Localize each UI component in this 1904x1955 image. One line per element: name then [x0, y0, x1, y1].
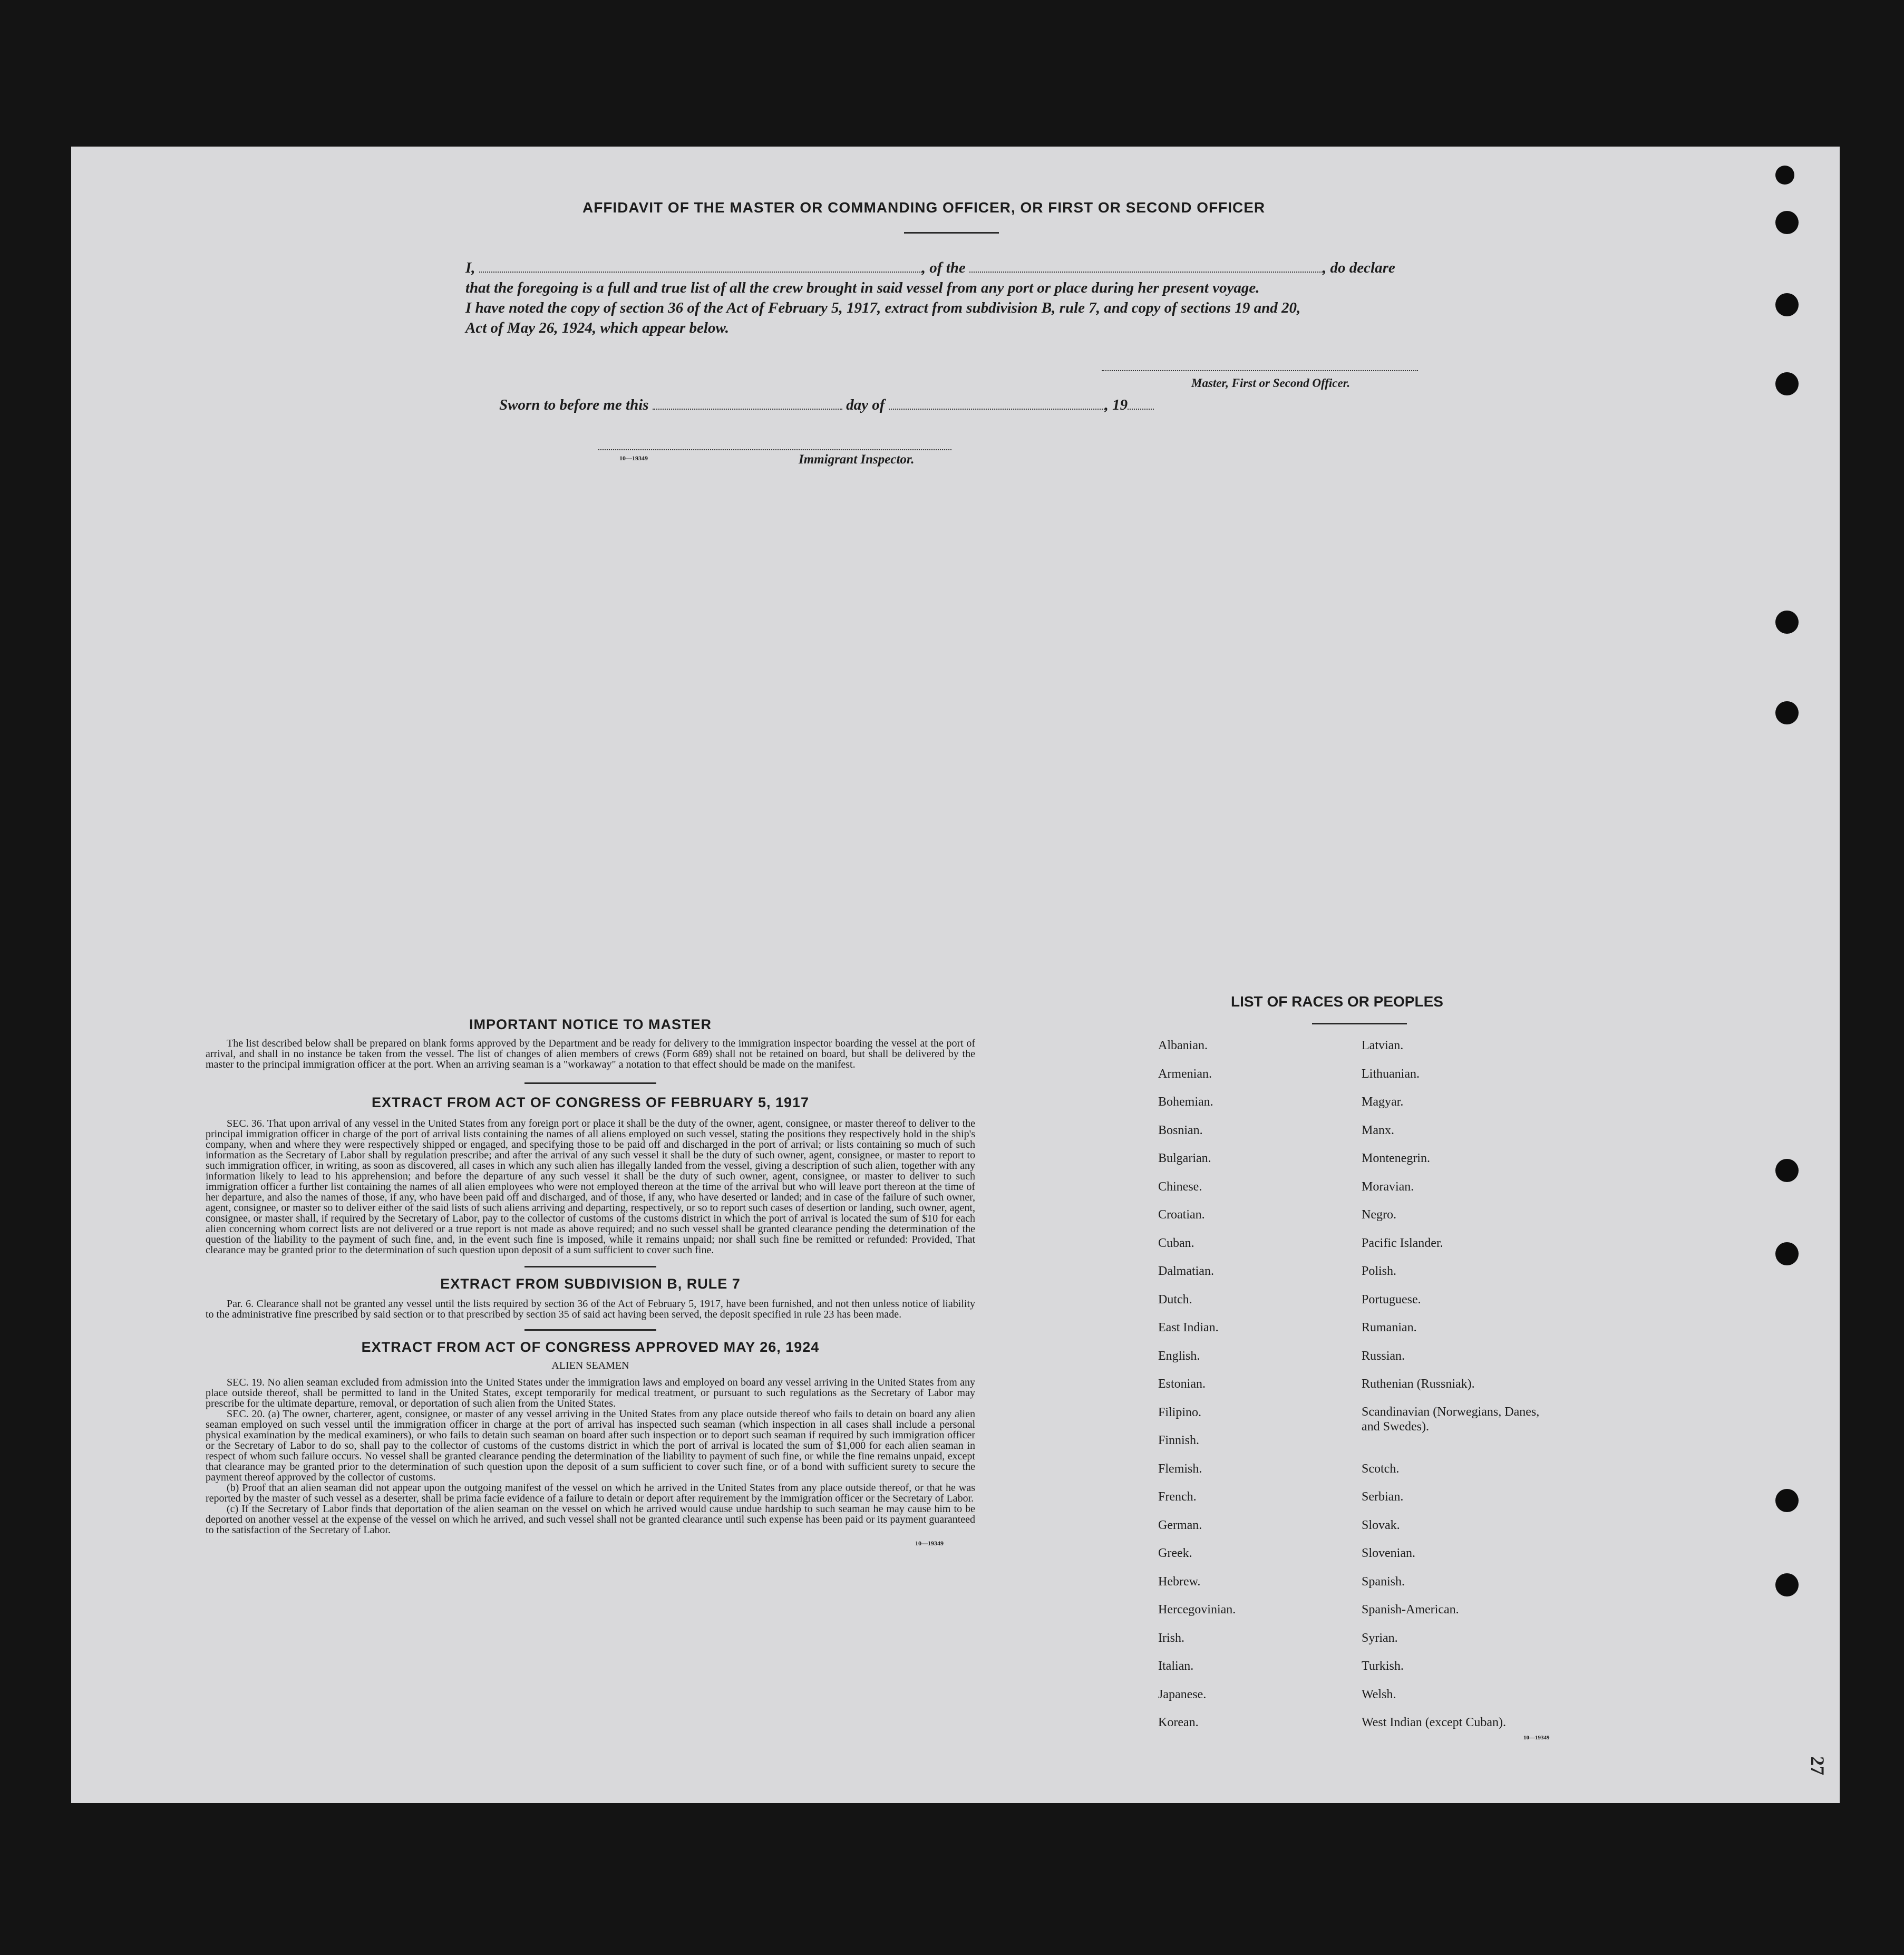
race-item: French.	[1158, 1490, 1197, 1504]
notice-title: IMPORTANT NOTICE TO MASTER	[469, 1017, 712, 1032]
extract-1924-title: EXTRACT FROM ACT OF CONGRESS APPROVED MAY 26, 1924	[361, 1339, 820, 1355]
race-item: Dalmatian.	[1158, 1264, 1214, 1278]
extract-1917-text: SEC. 36. That upon arrival of any vessel in the United States from any foreign port or place it shall be the duty of the owner, agent, consignee, or master thereof to deliver to the principal immigration officer in charge of the port of arrival lists containing the names of all aliens employed on such vessel, stating the positions they respectively hold in the ship's company, when and where they were respectively shipped or engaged, and specifying those to be paid off and discharged in the port of arrival; or lists containing so much of such information as the Secretary of Labor shall by regulation prescribe; and after the arrival of any such vessel it shall be the duty of such owner, agent, consignee, or master to report to such immigration officer, in writing, as soon as discovered, all cases in which any such alien has illegally landed from the vessel, giving a description of such alien, together with any information likely to lead to his apprehension; and before the departure of any such vessel it shall be the duty of such owner, agent, consignee, or master to deliver to such immigration officer a further list containing the names of all alien employees who were not employed thereon at the time of the arrival but who will leave port thereon at the time of her departure, and also the names of those, if any, who have been paid off and discharged, and of those, if any, who have deserted or landed; and in case of the failure of such owner, agent, consignee, or master so to deliver either of the said lists of such aliens arriving and departing, respectively, or so to report such cases of desertion or landing, such owner, agent, consignee, or master shall, if required by the Secretary of Labor, pay to the collector of customs of the customs district in which the port of arrival is located the sum of $10 for each alien concerning whom correct lists are not delivered or a true report is not made as above required; and no such vessel shall be granted clearance pending the determination of the question of the liability to the payment of such fine, and, in the event such fine is imposed, while it remains unpaid; nor shall such fine be remitted or refunded: Provided, That clearance may be granted prior to the determination of such question upon deposit of a sum sufficient to cover such fine.	[206, 1118, 975, 1256]
race-item: Montenegrin.	[1362, 1151, 1430, 1165]
affidavit-of-the: , of the	[921, 259, 966, 276]
race-item: Korean.	[1158, 1716, 1199, 1729]
page-number: 27	[1807, 1756, 1828, 1775]
race-item: Flemish.	[1158, 1462, 1202, 1476]
race-item: Latvian.	[1362, 1039, 1404, 1052]
divider	[524, 1082, 656, 1084]
officer-signature-line	[1102, 370, 1418, 371]
race-item: Syrian.	[1362, 1631, 1398, 1645]
affidavit-line-2: that the foregoing is a full and true list of all the crew brought in said vessel from any port or place during her present voyage.	[465, 279, 1260, 296]
notice-text: The list described below shall be prepared on blank forms approved by the Department and be ready for delivery to the immigration inspector boarding the vessel at the port of arrival, and shall in no instance be taken from the vessel. The list of changes of alien members of crews (Form 689) shall not be retained on board, but shall be delivered by the master to the principal immigration officer at the port. When an arriving seaman is a "workaway" a notation to that effect should be made on the manifest.	[206, 1038, 975, 1070]
punch-hole	[1775, 1159, 1799, 1182]
alien-seamen-subtitle: ALIEN SEAMEN	[551, 1360, 629, 1371]
affidavit-i: I,	[465, 259, 475, 276]
race-item: Ruthenian (Russniak).	[1362, 1377, 1475, 1391]
month-blank	[889, 399, 1105, 410]
race-item: Spanish-American.	[1362, 1603, 1459, 1617]
punch-hole	[1775, 701, 1799, 724]
race-item: Japanese.	[1158, 1687, 1207, 1701]
race-item: Finnish.	[1158, 1434, 1200, 1447]
punch-hole	[1775, 372, 1799, 395]
sec19-text: SEC. 19. No alien seaman excluded from admission into the United States under the immigration laws and employed on board any vessel arriving in the United States from any place outside thereof, shall be permitted to land in the United States, except temporarily for medical treatment, or pursuant to such regulations as the Secretary of Labor may prescribe for the ultimate departure, removal, or deportation of such alien from the United States.	[206, 1377, 975, 1409]
race-item: Croatian.	[1158, 1208, 1205, 1222]
race-item: Greek.	[1158, 1546, 1192, 1560]
punch-hole	[1775, 293, 1799, 316]
race-item: Estonian.	[1158, 1377, 1206, 1391]
race-item: Armenian.	[1158, 1067, 1212, 1081]
sec20c-text: (c) If the Secretary of Labor finds that deportation of the alien seaman on the vessel on which he arrived would cause undue hardship to such seaman he may cause him to be deported on another vessel at the expense of the vessel on which he arrived, and such vessel shall not be granted clearance until such expense has been paid or its payment guaranteed to the satisfaction of the Secretary of Labor.	[206, 1503, 975, 1536]
affidavit-line-4: Act of May 26, 1924, which appear below.	[465, 320, 729, 336]
race-item: Albanian.	[1158, 1039, 1208, 1052]
sec20a-text: SEC. 20. (a) The owner, charterer, agent, consignee, or master of any vessel arriving in the United States from any place outside thereof who fails to detain on board any alien seaman employed on such vessel until the immigration officer in charge at the port of arrival has inspected such seaman (which inspection in all cases shall include a personal physical examination by the medical examiners), or who fails to detain such seaman on board after such inspection or to deport such seaman if required by such immigration officer or the Secretary of Labor to do so, shall pay to the collector of customs of the customs district in which the port of arrival is located the sum of $1,000 for each alien seaman in respect of whom such failure occurs. No vessel shall be granted clearance pending the determination of the liability to payment of such fine, or while the fine remains unpaid, except that clearance may be granted prior to the determination of such question upon the deposit of a sum sufficient to cover such fine, or of a bond with sufficient surety to secure the payment thereof approved by the collector of customs.	[206, 1408, 975, 1483]
race-item: Manx.	[1362, 1123, 1394, 1137]
race-item: Rumanian.	[1362, 1321, 1417, 1334]
race-item: Dutch.	[1158, 1292, 1192, 1306]
race-item: West Indian (except Cuban).	[1362, 1716, 1506, 1729]
race-item: Filipino.	[1158, 1405, 1202, 1419]
punch-hole	[1775, 1242, 1799, 1265]
race-item: Slovenian.	[1362, 1546, 1415, 1560]
punch-hole	[1775, 611, 1799, 634]
race-item: Welsh.	[1362, 1687, 1396, 1701]
form-number: 10—19349	[1523, 1735, 1550, 1741]
officer-label: Master, First or Second Officer.	[1191, 376, 1351, 390]
races-title: LIST OF RACES OR PEOPLES	[1231, 993, 1443, 1010]
race-item: Cuban.	[1158, 1236, 1194, 1250]
sec20b-text: (b) Proof that an alien seaman did not appear upon the outgoing manifest of the vessel on which he arrived in the United States from any place outside thereof, or that he was reported by the master of such vessel as a deserter, shall be prima facie evidence of a failure to detain or deport after requirement by the immigration officer or the Secretary of Labor.	[206, 1482, 975, 1504]
sworn-line	[499, 396, 1154, 414]
races-column-2	[1362, 1038, 1604, 1743]
manifest-page	[71, 147, 1840, 1803]
inspector-signature-line	[598, 449, 951, 450]
form-number: 10—19349	[619, 454, 648, 462]
race-item: Scotch.	[1362, 1462, 1400, 1476]
race-item: Pacific Islander.	[1362, 1236, 1443, 1250]
race-item: Serbian.	[1362, 1490, 1404, 1504]
sworn-label: Sworn to before me this	[499, 396, 649, 413]
affidavit-line-1	[465, 259, 1514, 277]
legal-column	[206, 1017, 975, 1547]
affidavit-line-3: I have noted the copy of section 36 of the Act of February 5, 1917, extract from subdivision B, rule 7, and copy of sections 19 and 20,	[465, 299, 1301, 316]
race-item: Scandinavian (Norwegians, Danes, and Swedes).	[1362, 1405, 1540, 1434]
race-item: Slovak.	[1362, 1518, 1400, 1532]
race-item: Hebrew.	[1158, 1574, 1201, 1589]
inspector-label: Immigrant Inspector.	[799, 452, 915, 467]
divider	[904, 232, 999, 234]
race-item: Italian.	[1158, 1659, 1194, 1673]
year-label: , 19	[1104, 396, 1128, 413]
race-item: German.	[1158, 1518, 1202, 1532]
race-item: Chinese.	[1158, 1179, 1202, 1194]
affidavit-do-declare: , do declare	[1323, 259, 1395, 276]
punch-hole	[1775, 211, 1799, 234]
race-item: Polish.	[1362, 1264, 1397, 1278]
race-item: East Indian.	[1158, 1321, 1219, 1334]
vessel-blank	[969, 262, 1323, 273]
race-item: Hercegovinian.	[1158, 1603, 1236, 1617]
name-blank	[479, 262, 922, 273]
race-item: Negro.	[1362, 1208, 1396, 1222]
divider	[524, 1266, 656, 1267]
race-item: Turkish.	[1362, 1659, 1404, 1673]
race-item: Bosnian.	[1158, 1123, 1203, 1137]
race-item: Lithuanian.	[1362, 1067, 1420, 1081]
race-item: Moravian.	[1362, 1179, 1414, 1194]
year-blank	[1128, 399, 1154, 410]
race-item: Irish.	[1158, 1631, 1184, 1645]
rule7-text: Par. 6. Clearance shall not be granted any vessel until the lists required by section 36 of the Act of February 5, 1917, have been furnished, and not then unless notice of liability to the administrative fine prescribed by said section or to that prescribed by section 35 of said act having been served, the deposit specified in rule 23 has been made.	[206, 1298, 975, 1320]
punch-hole	[1775, 166, 1794, 185]
race-item: Magyar.	[1362, 1095, 1404, 1109]
divider	[524, 1329, 656, 1331]
affidavit-title: AFFIDAVIT OF THE MASTER OR COMMANDING OFFICER, OR FIRST OR SECOND OFFICER	[582, 199, 1266, 216]
divider	[1312, 1023, 1407, 1024]
race-item: English.	[1158, 1349, 1200, 1363]
form-number: 10—19349	[915, 1540, 944, 1547]
day-blank	[653, 399, 842, 410]
rule7-title: EXTRACT FROM SUBDIVISION B, RULE 7	[440, 1276, 741, 1292]
race-item: Spanish.	[1362, 1574, 1405, 1589]
races-column-1	[1158, 1038, 1332, 1743]
punch-hole	[1775, 1573, 1799, 1596]
punch-hole	[1775, 1489, 1799, 1512]
race-item: Portuguese.	[1362, 1292, 1421, 1306]
race-item: Bulgarian.	[1158, 1151, 1211, 1165]
day-of-label: day of	[846, 396, 885, 413]
extract-1917-title: EXTRACT FROM ACT OF CONGRESS OF FEBRUARY 5, 1917	[371, 1095, 810, 1110]
race-item: Russian.	[1362, 1349, 1405, 1363]
race-item: Bohemian.	[1158, 1095, 1213, 1109]
